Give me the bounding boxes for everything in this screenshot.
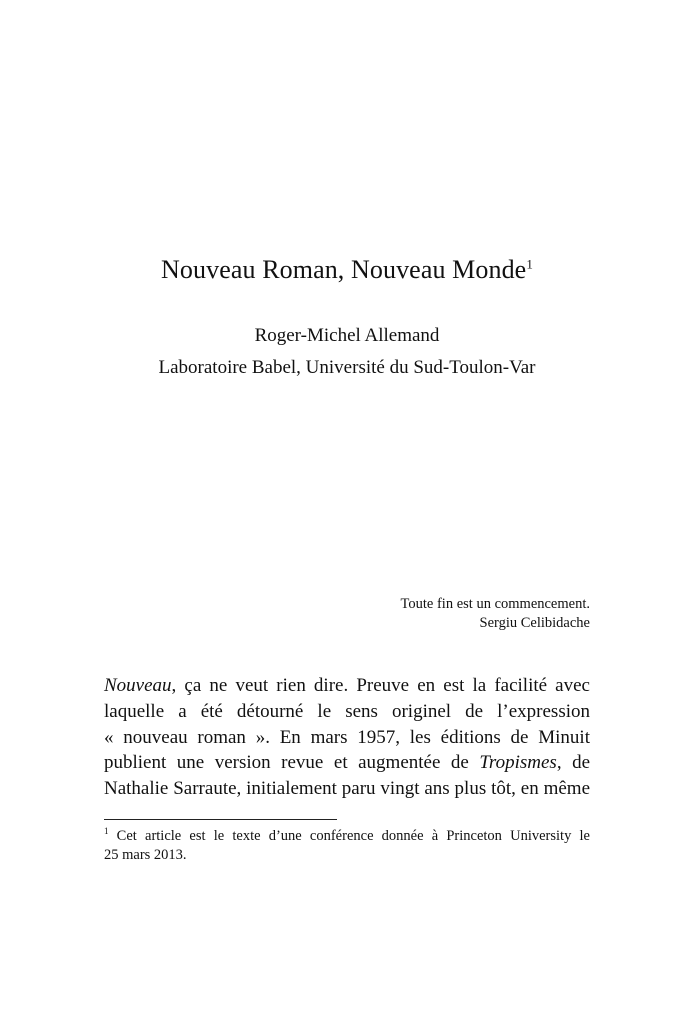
footnote [104,827,590,865]
footnote-line: 25 mars 2013. [104,847,187,863]
body-line: Nathalie Sarraute, initialement paru vingt ans plus tôt, en même [104,778,590,800]
body-italic-title: Tropismes [479,752,557,774]
body-paragraph [104,673,590,802]
footnote-mark: 1 [104,826,109,837]
body-line-text: , ça ne veut rien dire. Preuve en est la facilité avec [171,675,590,696]
footnote-separator [104,819,337,820]
author-affiliation: Laboratoire Babel, Université du Sud-Toulon-Var [158,357,536,378]
title-text: Nouveau Roman, Nouveau Monde [161,255,527,284]
body-line [104,673,590,699]
footnote-line [104,827,590,846]
body-italic-word: Nouveau [104,675,172,696]
body-line-text: , de [556,752,591,774]
page-title [0,250,694,290]
epigraph-attribution: Sergiu Celibidache [479,615,590,631]
epigraph [401,595,590,633]
body-line [104,750,590,776]
body-line: laquelle a été détourné le sens originel de l’expression [104,700,590,722]
epigraph-quote: Toute fin est un commencement. [400,596,590,612]
body-line-text: publient une version revue et augmentée de [104,752,480,774]
footnote-text: Cet article est le texte d’une conférence donnée à Princeton University le [108,828,590,844]
author-name: Roger-Michel Allemand [254,325,440,346]
body-line: « nouveau roman ». En mars 1957, les éditions de Minuit [104,726,590,748]
title-footnote-mark: 1 [526,256,533,272]
